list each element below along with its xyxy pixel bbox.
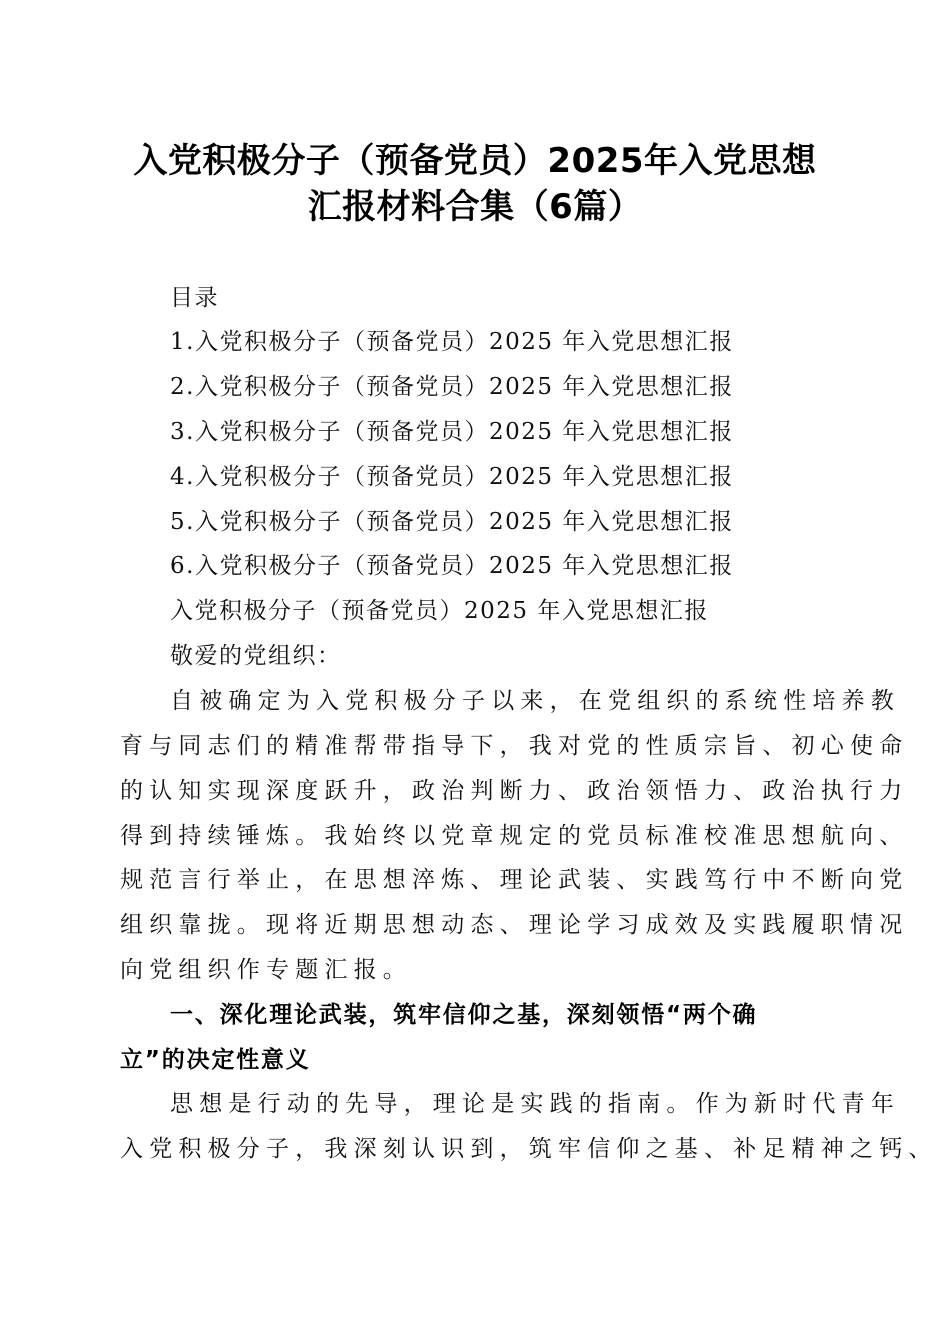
toc-item: 4.入党积极分子（预备党员）2025 年入党思想汇报 <box>170 464 734 490</box>
paragraph-line: 组织靠拢。现将近期思想动态、理论学习成效及实践履职情况 <box>120 912 909 938</box>
document-title <box>100 138 850 230</box>
paragraph-line: 的认知实现深度跃升，政治判断力、政治领悟力、政治执行力 <box>120 778 909 804</box>
title-line-2: 汇报材料合集（6篇） <box>307 187 643 227</box>
paragraph-line: 向党组织作专题汇报。 <box>120 957 412 983</box>
toc-item: 2.入党积极分子（预备党员）2025 年入党思想汇报 <box>170 374 734 400</box>
toc-item: 6.入党积极分子（预备党员）2025 年入党思想汇报 <box>170 553 734 579</box>
toc-heading: 目录 <box>170 285 219 311</box>
toc-item: 3.入党积极分子（预备党员）2025 年入党思想汇报 <box>170 419 734 445</box>
toc-item: 5.入党积极分子（预备党员）2025 年入党思想汇报 <box>170 509 734 535</box>
title-line-1: 入党积极分子（预备党员）2025年入党思想 <box>133 141 817 181</box>
section-heading: 立”的决定性意义 <box>120 1047 311 1073</box>
section-heading: 一、深化理论武装，筑牢信仰之基，深刻领悟“两个确 <box>170 1002 758 1028</box>
paragraph-line: 自被确定为入党积极分子以来，在党组织的系统性培养教 <box>170 688 900 714</box>
paragraph-line: 规范言行举止，在思想淬炼、理论武装、实践笃行中不断向党 <box>120 867 909 893</box>
paragraph-line: 思想是行动的先导，理论是实践的指南。作为新时代青年 <box>170 1091 900 1117</box>
paragraph-line: 育与同志们的精准帮带指导下，我对党的性质宗旨、初心使命 <box>120 733 909 759</box>
salutation: 敬爱的党组织： <box>170 643 342 669</box>
article-title: 入党积极分子（预备党员）2025 年入党思想汇报 <box>170 598 709 624</box>
toc-item: 1.入党积极分子（预备党员）2025 年入党思想汇报 <box>170 329 734 355</box>
paragraph-line: 入党积极分子，我深刻认识到，筑牢信仰之基、补足精神之钙、 <box>120 1136 938 1162</box>
paragraph-line: 得到持续锤炼。我始终以党章规定的党员标准校准思想航向、 <box>120 823 909 849</box>
